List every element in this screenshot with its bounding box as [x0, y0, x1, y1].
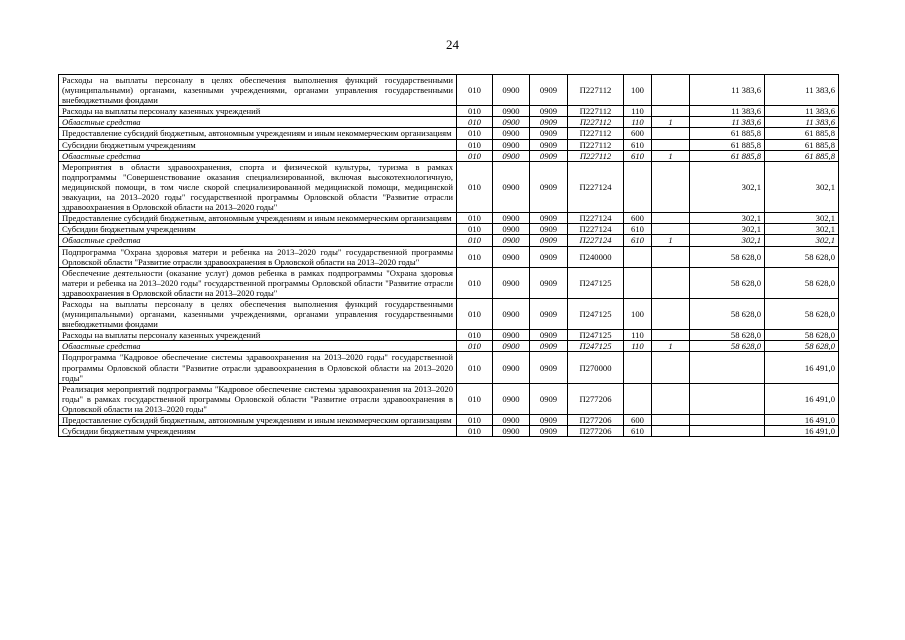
amount-column-1: 61 885,8	[690, 150, 765, 161]
table-row	[59, 213, 839, 224]
subsection-code: 0909	[530, 224, 568, 235]
row-description: Областные средства	[59, 341, 457, 352]
ministry-code: 010	[457, 150, 493, 161]
ministry-code: 010	[457, 341, 493, 352]
funding-source-code	[652, 415, 690, 426]
table-row	[59, 298, 839, 329]
table-body	[59, 75, 839, 437]
amount-column-2: 302,1	[765, 235, 839, 246]
section-code: 0900	[493, 117, 530, 128]
funding-source-code	[652, 383, 690, 414]
funding-source-code	[652, 330, 690, 341]
amount-column-1: 302,1	[690, 161, 765, 212]
amount-column-1	[690, 415, 765, 426]
target-article-code: П227124	[568, 213, 624, 224]
section-code: 0900	[493, 139, 530, 150]
funding-source-code	[652, 426, 690, 437]
ministry-code: 010	[457, 235, 493, 246]
amount-column-1: 58 628,0	[690, 267, 765, 298]
table-row	[59, 246, 839, 267]
section-code: 0900	[493, 330, 530, 341]
amount-column-1	[690, 383, 765, 414]
row-description: Расходы на выплаты персоналу в целях обеспечения выполнения функций государственными (муниципальными) органами, казенными учреждениями, органами управления государственными внебюджетными фондами	[59, 75, 457, 106]
expense-type-code	[624, 267, 652, 298]
expense-type-code	[624, 161, 652, 212]
expense-type-code: 110	[624, 117, 652, 128]
ministry-code: 010	[457, 426, 493, 437]
table-row	[59, 150, 839, 161]
table-row	[59, 106, 839, 117]
amount-column-1	[690, 426, 765, 437]
row-description: Предоставление субсидий бюджетным, автономным учреждениям и иным некоммерческим организациям	[59, 415, 457, 426]
amount-column-2: 58 628,0	[765, 298, 839, 329]
amount-column-2: 58 628,0	[765, 341, 839, 352]
funding-source-code	[652, 128, 690, 139]
section-code: 0900	[493, 106, 530, 117]
target-article-code: П247125	[568, 330, 624, 341]
target-article-code: П227112	[568, 117, 624, 128]
table-row	[59, 161, 839, 212]
target-article-code: П240000	[568, 246, 624, 267]
target-article-code: П227112	[568, 106, 624, 117]
subsection-code: 0909	[530, 117, 568, 128]
section-code: 0900	[493, 75, 530, 106]
subsection-code: 0909	[530, 128, 568, 139]
amount-column-1: 302,1	[690, 213, 765, 224]
ministry-code: 010	[457, 352, 493, 383]
amount-column-2: 58 628,0	[765, 267, 839, 298]
subsection-code: 0909	[530, 330, 568, 341]
amount-column-1	[690, 352, 765, 383]
expense-type-code: 610	[624, 150, 652, 161]
expense-type-code: 100	[624, 298, 652, 329]
expense-type-code: 610	[624, 139, 652, 150]
table-row	[59, 75, 839, 106]
ministry-code: 010	[457, 128, 493, 139]
amount-column-2: 58 628,0	[765, 330, 839, 341]
amount-column-2: 61 885,8	[765, 128, 839, 139]
expense-type-code: 600	[624, 128, 652, 139]
subsection-code: 0909	[530, 352, 568, 383]
page-number: 24	[446, 37, 459, 52]
expense-type-code: 110	[624, 341, 652, 352]
table-row	[59, 117, 839, 128]
amount-column-2: 16 491,0	[765, 426, 839, 437]
section-code: 0900	[493, 161, 530, 212]
row-description: Подпрограмма "Охрана здоровья матери и ребенка на 2013–2020 годы" государственной программы Орловской области "Развитие отрасли здравоохранения в Орловской области на 2013–2020 годы"	[59, 246, 457, 267]
ministry-code: 010	[457, 267, 493, 298]
funding-source-code	[652, 161, 690, 212]
section-code: 0900	[493, 235, 530, 246]
amount-column-1: 11 383,6	[690, 106, 765, 117]
section-code: 0900	[493, 352, 530, 383]
table-row	[59, 235, 839, 246]
subsection-code: 0909	[530, 75, 568, 106]
funding-source-code	[652, 267, 690, 298]
subsection-code: 0909	[530, 213, 568, 224]
amount-column-2: 302,1	[765, 161, 839, 212]
ministry-code: 010	[457, 117, 493, 128]
expense-type-code: 600	[624, 415, 652, 426]
section-code: 0900	[493, 341, 530, 352]
amount-column-1: 11 383,6	[690, 117, 765, 128]
expense-type-code: 610	[624, 426, 652, 437]
subsection-code: 0909	[530, 426, 568, 437]
target-article-code: П227112	[568, 139, 624, 150]
expense-type-code	[624, 352, 652, 383]
section-code: 0900	[493, 150, 530, 161]
target-article-code: П277206	[568, 383, 624, 414]
table-row	[59, 267, 839, 298]
table-row	[59, 330, 839, 341]
subsection-code: 0909	[530, 150, 568, 161]
amount-column-2: 16 491,0	[765, 415, 839, 426]
section-code: 0900	[493, 213, 530, 224]
ministry-code: 010	[457, 213, 493, 224]
row-description: Реализация мероприятий подпрограммы "Кадровое обеспечение системы здравоохранения на 2013–2020 годы" в рамках государственной программы Орловской области "Развитие отрасли здравоохранения в Орловской области на 2013–2020 годы"	[59, 383, 457, 414]
target-article-code: П247125	[568, 298, 624, 329]
amount-column-2: 302,1	[765, 213, 839, 224]
table-row	[59, 341, 839, 352]
amount-column-1: 61 885,8	[690, 139, 765, 150]
expense-type-code: 600	[624, 213, 652, 224]
expense-type-code: 100	[624, 75, 652, 106]
funding-source-code	[652, 213, 690, 224]
target-article-code: П277206	[568, 426, 624, 437]
subsection-code: 0909	[530, 415, 568, 426]
target-article-code: П227112	[568, 75, 624, 106]
amount-column-1: 58 628,0	[690, 298, 765, 329]
row-description: Предоставление субсидий бюджетным, автономным учреждениям и иным некоммерческим организациям	[59, 213, 457, 224]
budget-table	[58, 74, 839, 437]
target-article-code: П227124	[568, 161, 624, 212]
amount-column-1: 61 885,8	[690, 128, 765, 139]
subsection-code: 0909	[530, 161, 568, 212]
subsection-code: 0909	[530, 341, 568, 352]
ministry-code: 010	[457, 383, 493, 414]
row-description: Областные средства	[59, 117, 457, 128]
section-code: 0900	[493, 128, 530, 139]
target-article-code: П270000	[568, 352, 624, 383]
amount-column-1: 58 628,0	[690, 330, 765, 341]
expense-type-code: 610	[624, 235, 652, 246]
target-article-code: П247125	[568, 267, 624, 298]
funding-source-code	[652, 139, 690, 150]
subsection-code: 0909	[530, 246, 568, 267]
target-article-code: П227124	[568, 235, 624, 246]
funding-source-code: 1	[652, 150, 690, 161]
funding-source-code	[652, 352, 690, 383]
ministry-code: 010	[457, 224, 493, 235]
ministry-code: 010	[457, 75, 493, 106]
section-code: 0900	[493, 383, 530, 414]
subsection-code: 0909	[530, 267, 568, 298]
ministry-code: 010	[457, 161, 493, 212]
table-row	[59, 415, 839, 426]
funding-source-code	[652, 106, 690, 117]
funding-source-code	[652, 75, 690, 106]
table-row	[59, 383, 839, 414]
amount-column-2: 11 383,6	[765, 75, 839, 106]
table-row	[59, 224, 839, 235]
funding-source-code	[652, 224, 690, 235]
table-row	[59, 139, 839, 150]
row-description: Расходы на выплаты персоналу казенных учреждений	[59, 106, 457, 117]
amount-column-2: 16 491,0	[765, 352, 839, 383]
ministry-code: 010	[457, 106, 493, 117]
amount-column-2: 302,1	[765, 224, 839, 235]
subsection-code: 0909	[530, 106, 568, 117]
ministry-code: 010	[457, 298, 493, 329]
funding-source-code	[652, 246, 690, 267]
expense-type-code: 610	[624, 224, 652, 235]
row-description: Субсидии бюджетным учреждениям	[59, 426, 457, 437]
target-article-code: П277206	[568, 415, 624, 426]
amount-column-1: 302,1	[690, 235, 765, 246]
subsection-code: 0909	[530, 235, 568, 246]
section-code: 0900	[493, 246, 530, 267]
subsection-code: 0909	[530, 383, 568, 414]
table-row	[59, 352, 839, 383]
table-row	[59, 426, 839, 437]
expense-type-code: 110	[624, 330, 652, 341]
section-code: 0900	[493, 267, 530, 298]
target-article-code: П227112	[568, 150, 624, 161]
amount-column-1: 11 383,6	[690, 75, 765, 106]
amount-column-2: 11 383,6	[765, 117, 839, 128]
funding-source-code: 1	[652, 341, 690, 352]
row-description: Расходы на выплаты персоналу казенных учреждений	[59, 330, 457, 341]
section-code: 0900	[493, 224, 530, 235]
row-description: Мероприятия в области здравоохранения, спорта и физической культуры, туризма в рамках подпрограммы "Совершенствование оказания специализированной, включая высокотехнологичную, медицинской помощи, в том числе скорой специализированной медицинской помощи, медицинской эвакуации, на 2013–2020 годы" государственной программы Орловской области "Развитие отрасли здравоохранения в Орловской области на 2013–2020 годы"	[59, 161, 457, 212]
amount-column-1: 58 628,0	[690, 246, 765, 267]
table-row	[59, 128, 839, 139]
expense-type-code	[624, 383, 652, 414]
funding-source-code: 1	[652, 235, 690, 246]
amount-column-2: 58 628,0	[765, 246, 839, 267]
row-description: Субсидии бюджетным учреждениям	[59, 139, 457, 150]
amount-column-1: 302,1	[690, 224, 765, 235]
row-description: Расходы на выплаты персоналу в целях обеспечения выполнения функций государственными (муниципальными) органами, казенными учреждениями, органами управления государственными внебюджетными фондами	[59, 298, 457, 329]
row-description: Предоставление субсидий бюджетным, автономным учреждениям и иным некоммерческим организациям	[59, 128, 457, 139]
funding-source-code	[652, 298, 690, 329]
section-code: 0900	[493, 426, 530, 437]
row-description: Обеспечение деятельности (оказание услуг) домов ребенка в рамках подпрограммы "Охрана здоровья матери и ребенка на 2013–2020 годы" государственной программы Орловской области "Развитие отрасли здравоохранения в Орловской области на 2013–2020 годы"	[59, 267, 457, 298]
amount-column-2: 16 491,0	[765, 383, 839, 414]
target-article-code: П227112	[568, 128, 624, 139]
row-description: Областные средства	[59, 235, 457, 246]
amount-column-2: 11 383,6	[765, 106, 839, 117]
target-article-code: П247125	[568, 341, 624, 352]
ministry-code: 010	[457, 139, 493, 150]
amount-column-2: 61 885,8	[765, 150, 839, 161]
row-description: Подпрограмма "Кадровое обеспечение системы здравоохранения на 2013–2020 годы" государственной программы Орловской области "Развитие отрасли здравоохранения в Орловской области на 2013–2020 годы"	[59, 352, 457, 383]
ministry-code: 010	[457, 246, 493, 267]
ministry-code: 010	[457, 415, 493, 426]
subsection-code: 0909	[530, 298, 568, 329]
row-description: Субсидии бюджетным учреждениям	[59, 224, 457, 235]
row-description: Областные средства	[59, 150, 457, 161]
amount-column-2: 61 885,8	[765, 139, 839, 150]
amount-column-1: 58 628,0	[690, 341, 765, 352]
section-code: 0900	[493, 298, 530, 329]
subsection-code: 0909	[530, 139, 568, 150]
target-article-code: П227124	[568, 224, 624, 235]
ministry-code: 010	[457, 330, 493, 341]
expense-type-code	[624, 246, 652, 267]
expense-type-code: 110	[624, 106, 652, 117]
funding-source-code: 1	[652, 117, 690, 128]
section-code: 0900	[493, 415, 530, 426]
